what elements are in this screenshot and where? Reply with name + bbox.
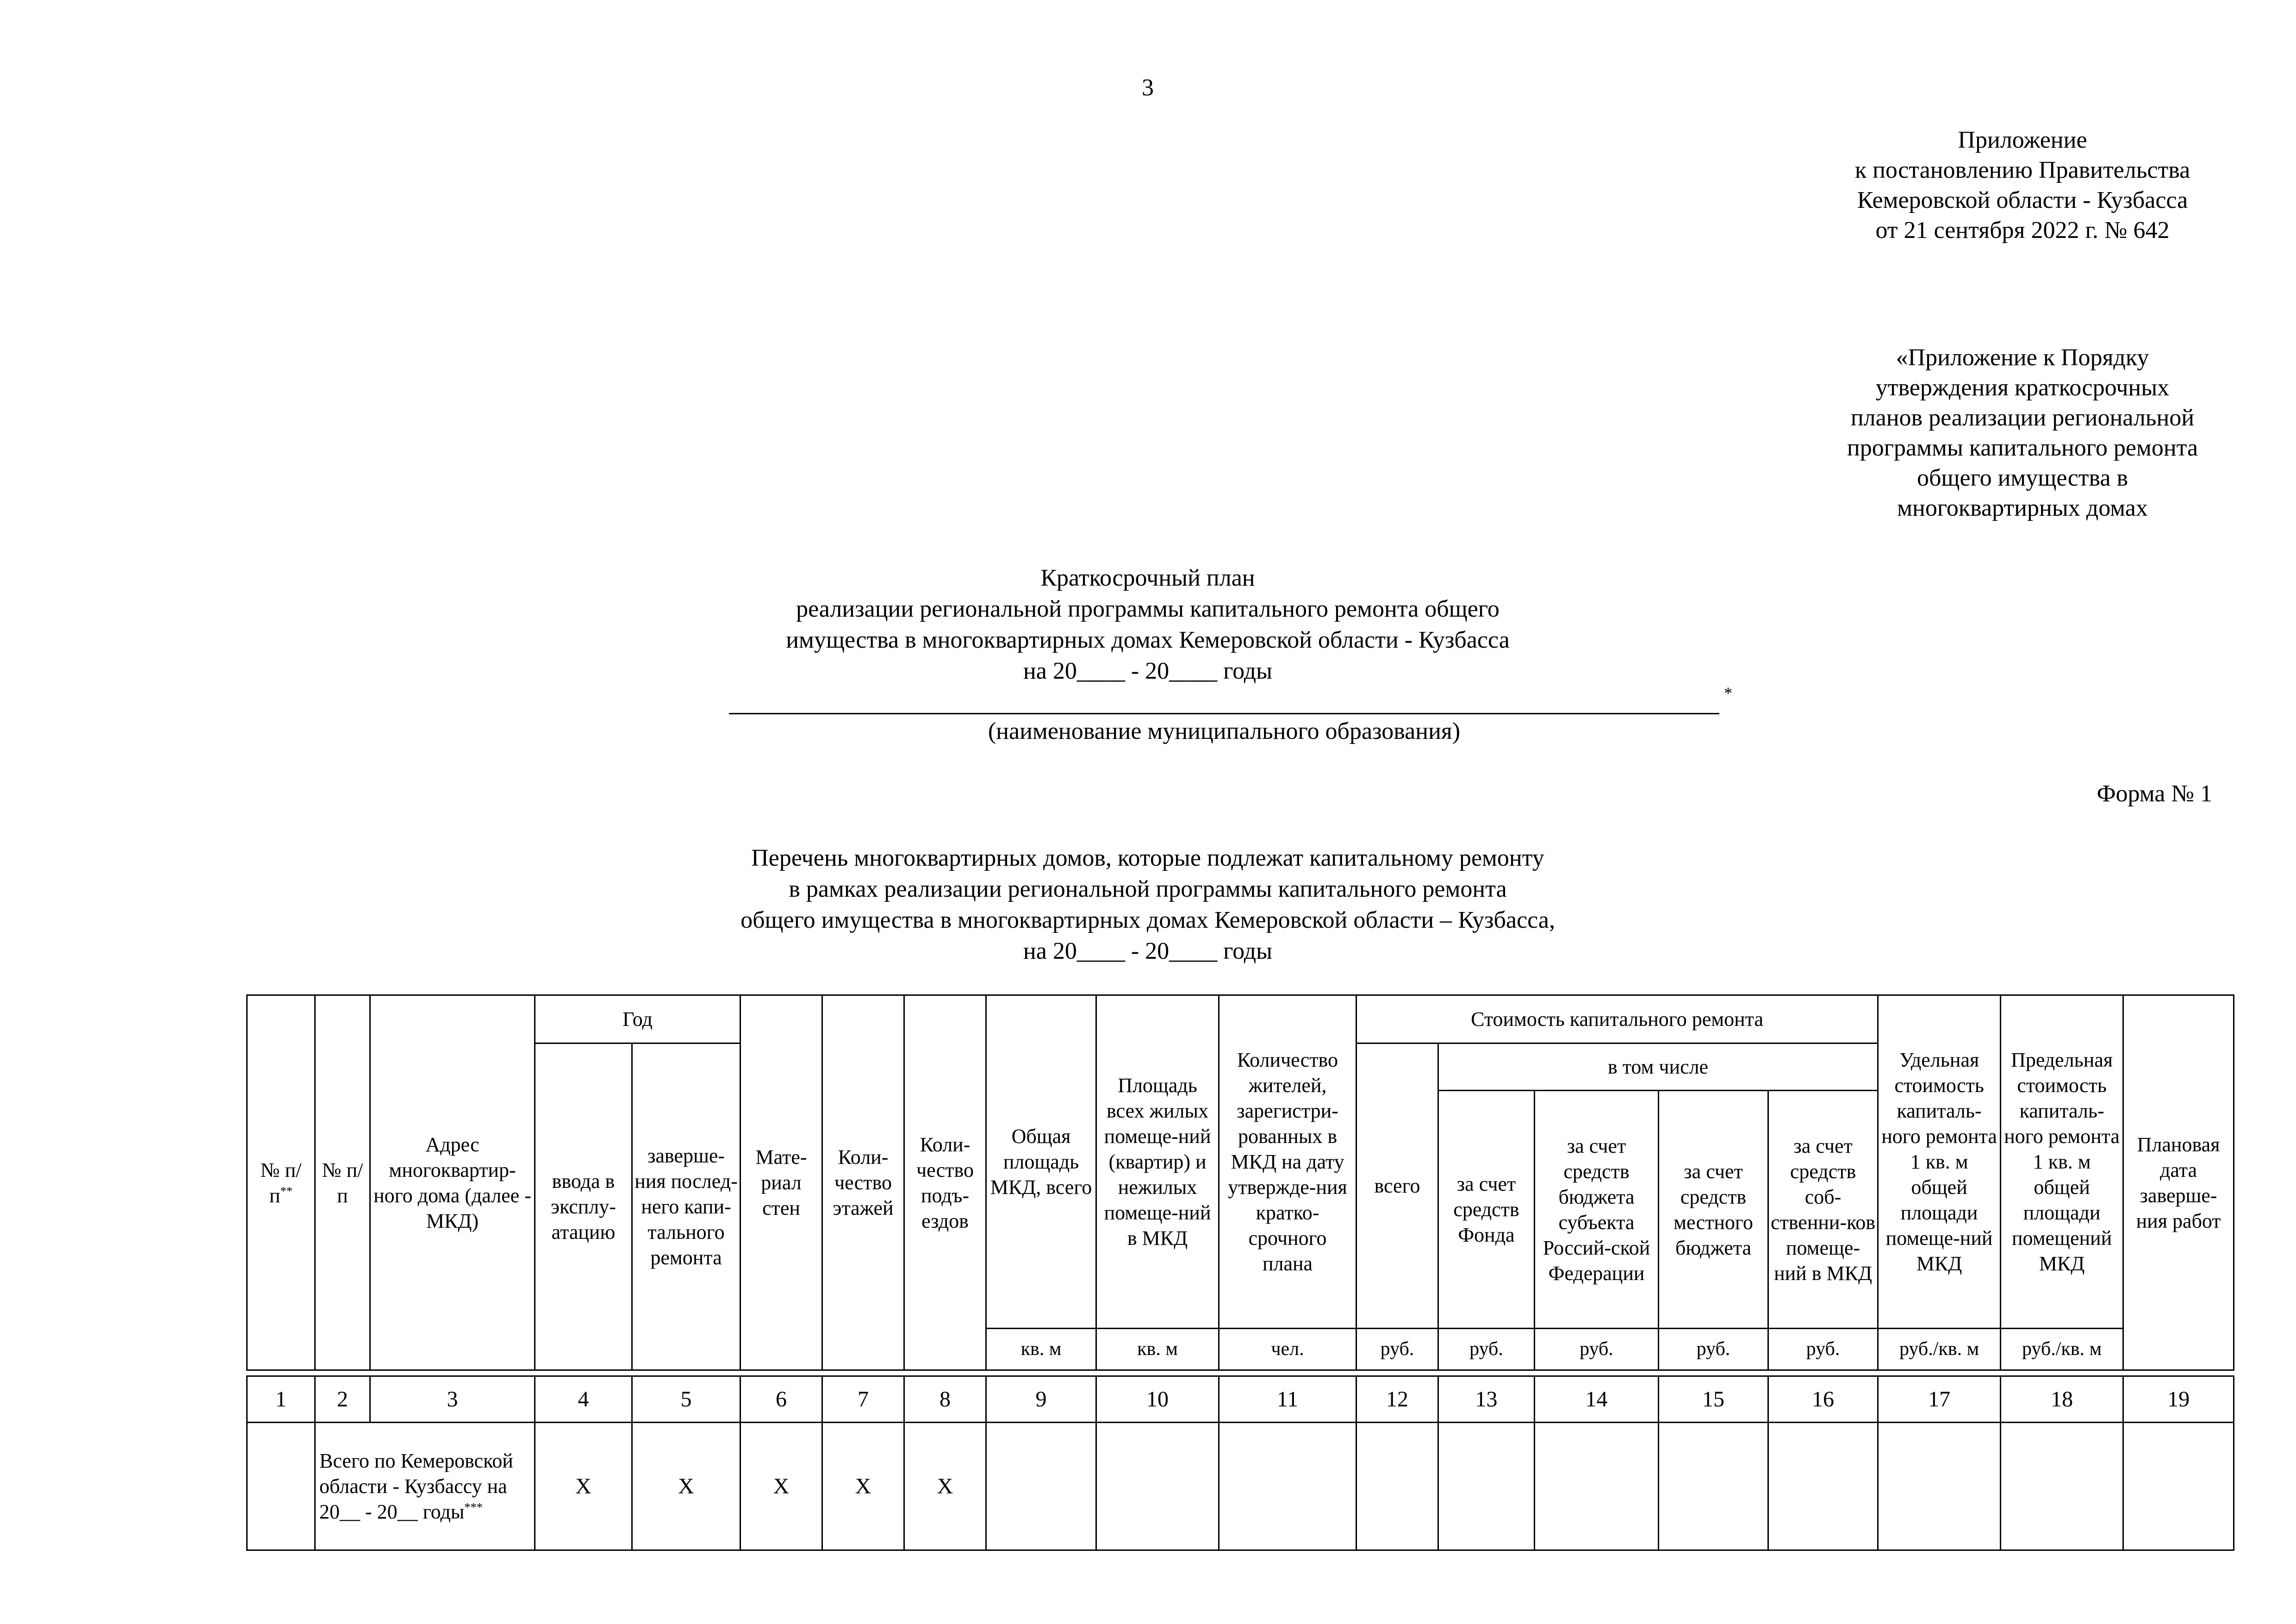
column-number: 3 (370, 1376, 535, 1423)
unit-unit-cost: руб./кв. м (1878, 1329, 2001, 1370)
unit-residents: чел. (1219, 1329, 1356, 1370)
total-cell-empty (1096, 1423, 1219, 1550)
header-residents: Количество жителей, зарегистри-рованных в МКД на дату утвержде-ния кратко-срочного плана (1219, 995, 1356, 1329)
total-cell-empty (1438, 1423, 1535, 1550)
header-total-area: Общая площадь МКД, всего (986, 995, 1096, 1329)
total-x-year-commission: Х (535, 1423, 632, 1550)
column-number: 16 (1768, 1376, 1878, 1423)
appendix-line: от 21 сентября 2022 г. № 642 (1875, 217, 2170, 244)
header-premises-area: Площадь всех жилых помеще-ний (квартир) и нежилых помеще-ний в МКД (1096, 995, 1219, 1329)
column-number-row (247, 1376, 2234, 1423)
unit-fund: руб. (1438, 1329, 1535, 1370)
total-cell-empty (247, 1423, 315, 1550)
header-wall-material: Мате-риал стен (740, 995, 822, 1370)
order-appendix-line: «Приложение к Порядку (1896, 344, 2149, 371)
column-number: 7 (822, 1376, 904, 1423)
appendix-line: Приложение (1958, 127, 2087, 153)
appendix-block (1782, 125, 2263, 245)
header-cost-total: всего (1356, 1043, 1438, 1329)
total-cell-empty (986, 1423, 1096, 1550)
order-appendix-line: планов реализации региональной (1850, 405, 2195, 431)
header-planned-date: Плановая дата заверше-ния работ (2123, 995, 2234, 1370)
header-owners: за счет средств соб-ственни-ков помеще-ний в МКД (1768, 1091, 1878, 1329)
list-title-line: Перечень многоквартирных домов, которые подлежат капитальному ремонту (751, 845, 1544, 871)
header-year-group: Год (535, 995, 740, 1043)
unit-local-budget: руб. (1659, 1329, 1768, 1370)
column-number: 19 (2123, 1376, 2234, 1423)
total-cell-empty (2123, 1423, 2234, 1550)
appendix-line: Кемеровской области - Кузбасса (1857, 187, 2188, 213)
order-appendix-line: программы капитального ремонта (1847, 435, 2198, 461)
column-number: 1 (247, 1376, 315, 1423)
total-x-entrances: Х (904, 1423, 986, 1550)
header-year-commission: ввода в эксплу-атацию (535, 1043, 632, 1370)
column-number: 14 (1535, 1376, 1659, 1423)
header-year-last-repair: заверше-ния послед-него капи-тального ремонта (632, 1043, 740, 1370)
plan-title (639, 562, 1657, 687)
unit-max-cost: руб./кв. м (2001, 1329, 2123, 1370)
column-number: 9 (986, 1376, 1096, 1423)
total-cell-empty (1356, 1423, 1438, 1550)
column-number: 4 (535, 1376, 632, 1423)
plan-title-line: на 20____ - 20____ годы (1023, 658, 1273, 684)
repair-plan-table (246, 994, 2234, 1551)
header-num-pp: № п/п** (247, 995, 315, 1370)
header-cost-group: Стоимость капитального ремонта (1356, 995, 1878, 1043)
list-title-line: в рамках реализации региональной программы капитального ремонта (789, 876, 1507, 902)
header-unit-cost: Удельная стоимость капиталь-ного ремонта 1 кв. м общей площади помеще-ний МКД (1878, 995, 2001, 1329)
municipality-caption: (наименование муниципального образования) (988, 718, 1461, 744)
column-number: 12 (1356, 1376, 1438, 1423)
column-number: 17 (1878, 1376, 2001, 1423)
unit-subject-budget: руб. (1535, 1329, 1659, 1370)
page-number: 3 (1142, 75, 1154, 101)
plan-title-line: реализации региональной программы капитального ремонта общего (796, 596, 1500, 622)
total-cell-empty (1219, 1423, 1356, 1550)
column-number: 5 (632, 1376, 740, 1423)
unit-total-area: кв. м (986, 1329, 1096, 1370)
column-number: 11 (1219, 1376, 1356, 1423)
unit-premises-area: кв. м (1096, 1329, 1219, 1370)
unit-cost-total: руб. (1356, 1329, 1438, 1370)
header-max-cost: Предельная стоимость капиталь-ного ремонта 1 кв. м общей площади помещений МКД (2001, 995, 2123, 1329)
header-num-pp-2: № п/п (315, 995, 370, 1370)
header-entrances: Коли-чество подъ-ездов (904, 995, 986, 1370)
header-local-budget: за счет средств местного бюджета (1659, 1091, 1768, 1329)
plan-title-line: имущества в многоквартирных домах Кемеровской области - Кузбасса (786, 627, 1510, 653)
total-row (247, 1423, 2234, 1550)
total-row-label: Всего по Кемеровской области - Кузбассу на 20__ - 20__ годы*** (315, 1423, 535, 1550)
list-title (639, 843, 1657, 967)
list-title-line: общего имущества в многоквартирных домах Кемеровской области – Кузбасса, (740, 907, 1555, 933)
column-number: 18 (2001, 1376, 2123, 1423)
total-x-wall-material: Х (740, 1423, 822, 1550)
total-cell-empty (1659, 1423, 1768, 1550)
header-including: в том числе (1438, 1043, 1878, 1091)
unit-owners: руб. (1768, 1329, 1878, 1370)
total-cell-empty (1535, 1423, 1659, 1550)
list-title-line: на 20____ - 20____ годы (1023, 938, 1273, 964)
column-number: 8 (904, 1376, 986, 1423)
column-number: 10 (1096, 1376, 1219, 1423)
order-appendix-line: многоквартирных домах (1897, 495, 2148, 521)
header-floors: Коли-чество этажей (822, 995, 904, 1370)
municipality-footnote-mark: * (1724, 684, 1732, 702)
header-address: Адрес многоквартир-ного дома (далее - МКД) (370, 995, 535, 1370)
order-appendix-line: общего имущества в (1916, 465, 2128, 491)
column-number: 15 (1659, 1376, 1768, 1423)
order-appendix-block (1782, 343, 2263, 523)
column-number: 2 (315, 1376, 370, 1423)
column-number: 6 (740, 1376, 822, 1423)
header-fund: за счет средств Фонда (1438, 1091, 1535, 1329)
header-subject-budget: за счет средств бюджета субъекта Россий-ской Федерации (1535, 1091, 1659, 1329)
table-gap (247, 1370, 2234, 1376)
total-x-year-last-repair: Х (632, 1423, 740, 1550)
municipality-underline (729, 713, 1719, 714)
column-number: 13 (1438, 1376, 1535, 1423)
total-x-floors: Х (822, 1423, 904, 1550)
appendix-line: к постановлению Правительства (1854, 157, 2190, 183)
form-label: Форма № 1 (2097, 781, 2212, 807)
order-appendix-line: утверждения краткосрочных (1875, 375, 2170, 401)
total-cell-empty (1878, 1423, 2001, 1550)
plan-title-line: Краткосрочный план (1040, 565, 1255, 591)
total-cell-empty (2001, 1423, 2123, 1550)
total-cell-empty (1768, 1423, 1878, 1550)
